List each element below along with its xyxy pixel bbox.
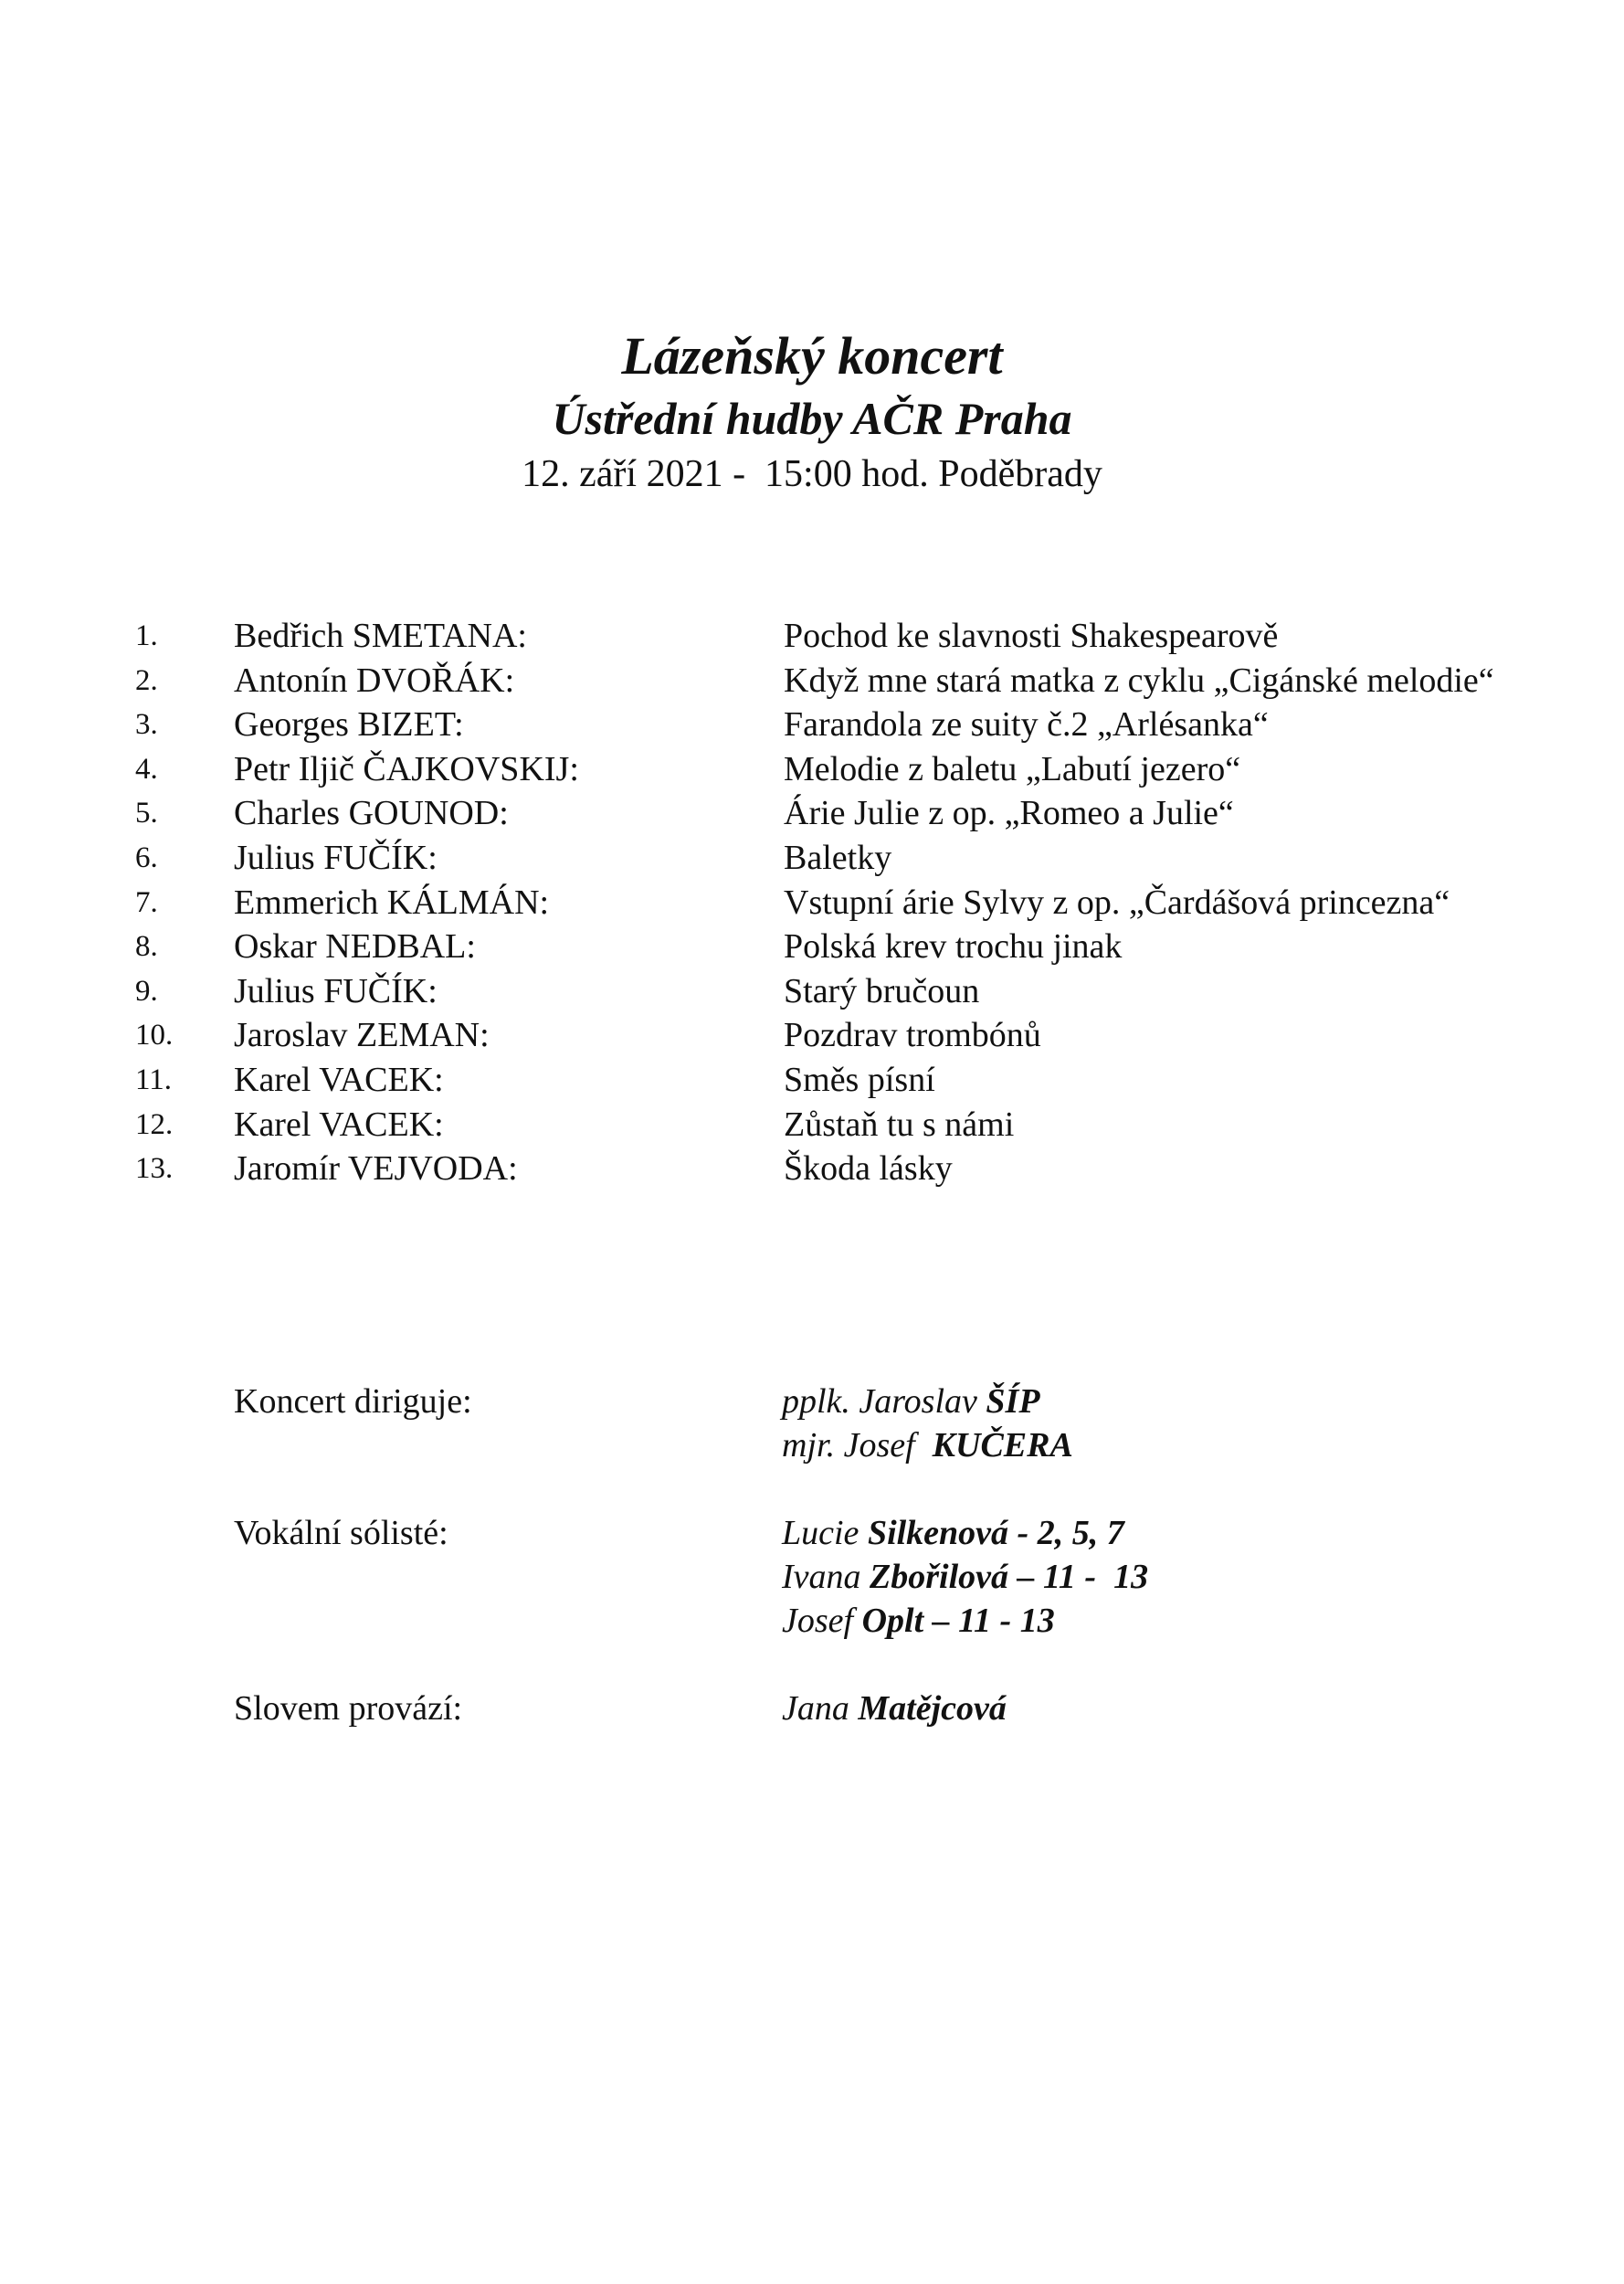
piece-title: Polská krev trochu jinak — [784, 927, 1123, 967]
composer-name: Jaroslav ZEMAN: — [234, 1016, 490, 1055]
item-number: 10. — [135, 1019, 174, 1052]
conductor-surname: KUČERA — [932, 1426, 1073, 1465]
program-list — [0, 614, 1624, 1191]
piece-title: Starý bručoun — [784, 971, 980, 1010]
item-number: 6. — [135, 841, 158, 874]
composer-name: Emmerich KÁLMÁN: — [234, 883, 550, 922]
conductor-rank-first-name: mjr. Josef — [782, 1426, 933, 1465]
item-number: 1. — [135, 619, 158, 652]
program-item — [0, 836, 1624, 881]
program-item — [0, 791, 1624, 836]
program-item — [0, 881, 1624, 925]
composer-name: Julius FUČÍK: — [234, 838, 438, 877]
program-item — [0, 1103, 1624, 1147]
soloist-surname-items: Oplt – 11 - 13 — [861, 1602, 1055, 1640]
item-number: 3. — [135, 708, 158, 742]
program-item — [0, 614, 1624, 659]
conductor-rank-first-name: pplk. Jaroslav — [782, 1382, 986, 1421]
conductor-line — [782, 1423, 1624, 1467]
piece-title: Vstupní árie Sylvy z op. „Čardášová princezna“ — [784, 883, 1450, 922]
composer-name: Petr Iljič ČAJKOVSKIJ: — [234, 749, 579, 788]
conductor-block — [0, 1380, 1624, 1467]
program-item — [0, 925, 1624, 969]
item-number: 5. — [135, 797, 158, 830]
piece-title: Árie Julie z op. „Romeo a Julie“ — [784, 794, 1234, 833]
item-number: 12. — [135, 1107, 174, 1141]
composer-name: Julius FUČÍK: — [234, 971, 438, 1010]
soloist-surname-items: Zbořilová – 11 - 13 — [870, 1558, 1149, 1596]
program-item — [0, 1013, 1624, 1058]
composer-name: Antonín DVOŘÁK: — [234, 661, 515, 700]
item-number: 4. — [135, 752, 158, 786]
host-names — [782, 1687, 1624, 1730]
event-date-place: 12. září 2021 - 15:00 hod. Poděbrady — [522, 453, 1102, 495]
soloist-line — [782, 1511, 1624, 1555]
composer-name: Georges BIZET: — [234, 705, 464, 745]
soloists-label: Vokální sólisté: — [234, 1514, 448, 1552]
piece-title: Směs písní — [784, 1060, 935, 1099]
soloist-first-name: Lucie — [782, 1514, 868, 1552]
soloist-surname-items: Silkenová - 2, 5, 7 — [867, 1514, 1124, 1552]
soloist-line — [782, 1599, 1624, 1643]
program-item — [0, 1058, 1624, 1103]
program-item — [0, 969, 1624, 1014]
soloist-first-name: Josef — [782, 1602, 862, 1640]
program-item — [0, 1147, 1624, 1191]
composer-name: Bedřich SMETANA: — [234, 617, 527, 655]
piece-title: Když mne stará matka z cyklu „Cigánské melodie“ — [784, 661, 1494, 700]
item-number: 7. — [135, 885, 158, 919]
program-item — [0, 659, 1624, 703]
program-item — [0, 747, 1624, 792]
composer-name: Charles GOUNOD: — [234, 794, 509, 833]
composer-name: Karel VACEK: — [234, 1060, 444, 1099]
piece-title: Farandola ze suity č.2 „Arlésanka“ — [784, 705, 1269, 745]
host-surname: Matějcová — [858, 1689, 1007, 1728]
soloist-first-name: Ivana — [782, 1558, 870, 1596]
program-item — [0, 703, 1624, 747]
piece-title: Pochod ke slavnosti Shakespearově — [784, 617, 1279, 655]
soloist-line — [782, 1555, 1624, 1599]
host-label: Slovem provází: — [234, 1689, 463, 1728]
composer-name: Jaromír VEJVODA: — [234, 1149, 518, 1189]
conductor-names — [782, 1380, 1624, 1467]
soloist-names — [782, 1511, 1624, 1643]
credits-section — [0, 1380, 1624, 1774]
item-number: 9. — [135, 974, 158, 1008]
piece-title: Melodie z baletu „Labutí jezero“ — [784, 749, 1241, 788]
item-number: 2. — [135, 663, 158, 697]
item-number: 13. — [135, 1152, 174, 1186]
conductor-surname: ŠÍP — [986, 1382, 1040, 1421]
host-block — [0, 1687, 1624, 1730]
piece-title: Pozdrav trombónů — [784, 1016, 1041, 1055]
soloists-block — [0, 1511, 1624, 1643]
page-subtitle: Ústřední hudby AČR Praha — [552, 393, 1072, 444]
composer-name: Oskar NEDBAL: — [234, 927, 476, 967]
composer-name: Karel VACEK: — [234, 1105, 444, 1144]
host-first-name: Jana — [782, 1689, 859, 1728]
page-title: Lázeňský koncert — [621, 326, 1003, 386]
conductor-line — [782, 1380, 1624, 1423]
conductor-label: Koncert diriguje: — [234, 1382, 472, 1421]
host-line — [782, 1687, 1624, 1730]
piece-title: Baletky — [784, 838, 892, 877]
item-number: 11. — [135, 1063, 173, 1096]
piece-title: Škoda lásky — [784, 1149, 953, 1189]
piece-title: Zůstaň tu s námi — [784, 1105, 1015, 1144]
item-number: 8. — [135, 930, 158, 964]
